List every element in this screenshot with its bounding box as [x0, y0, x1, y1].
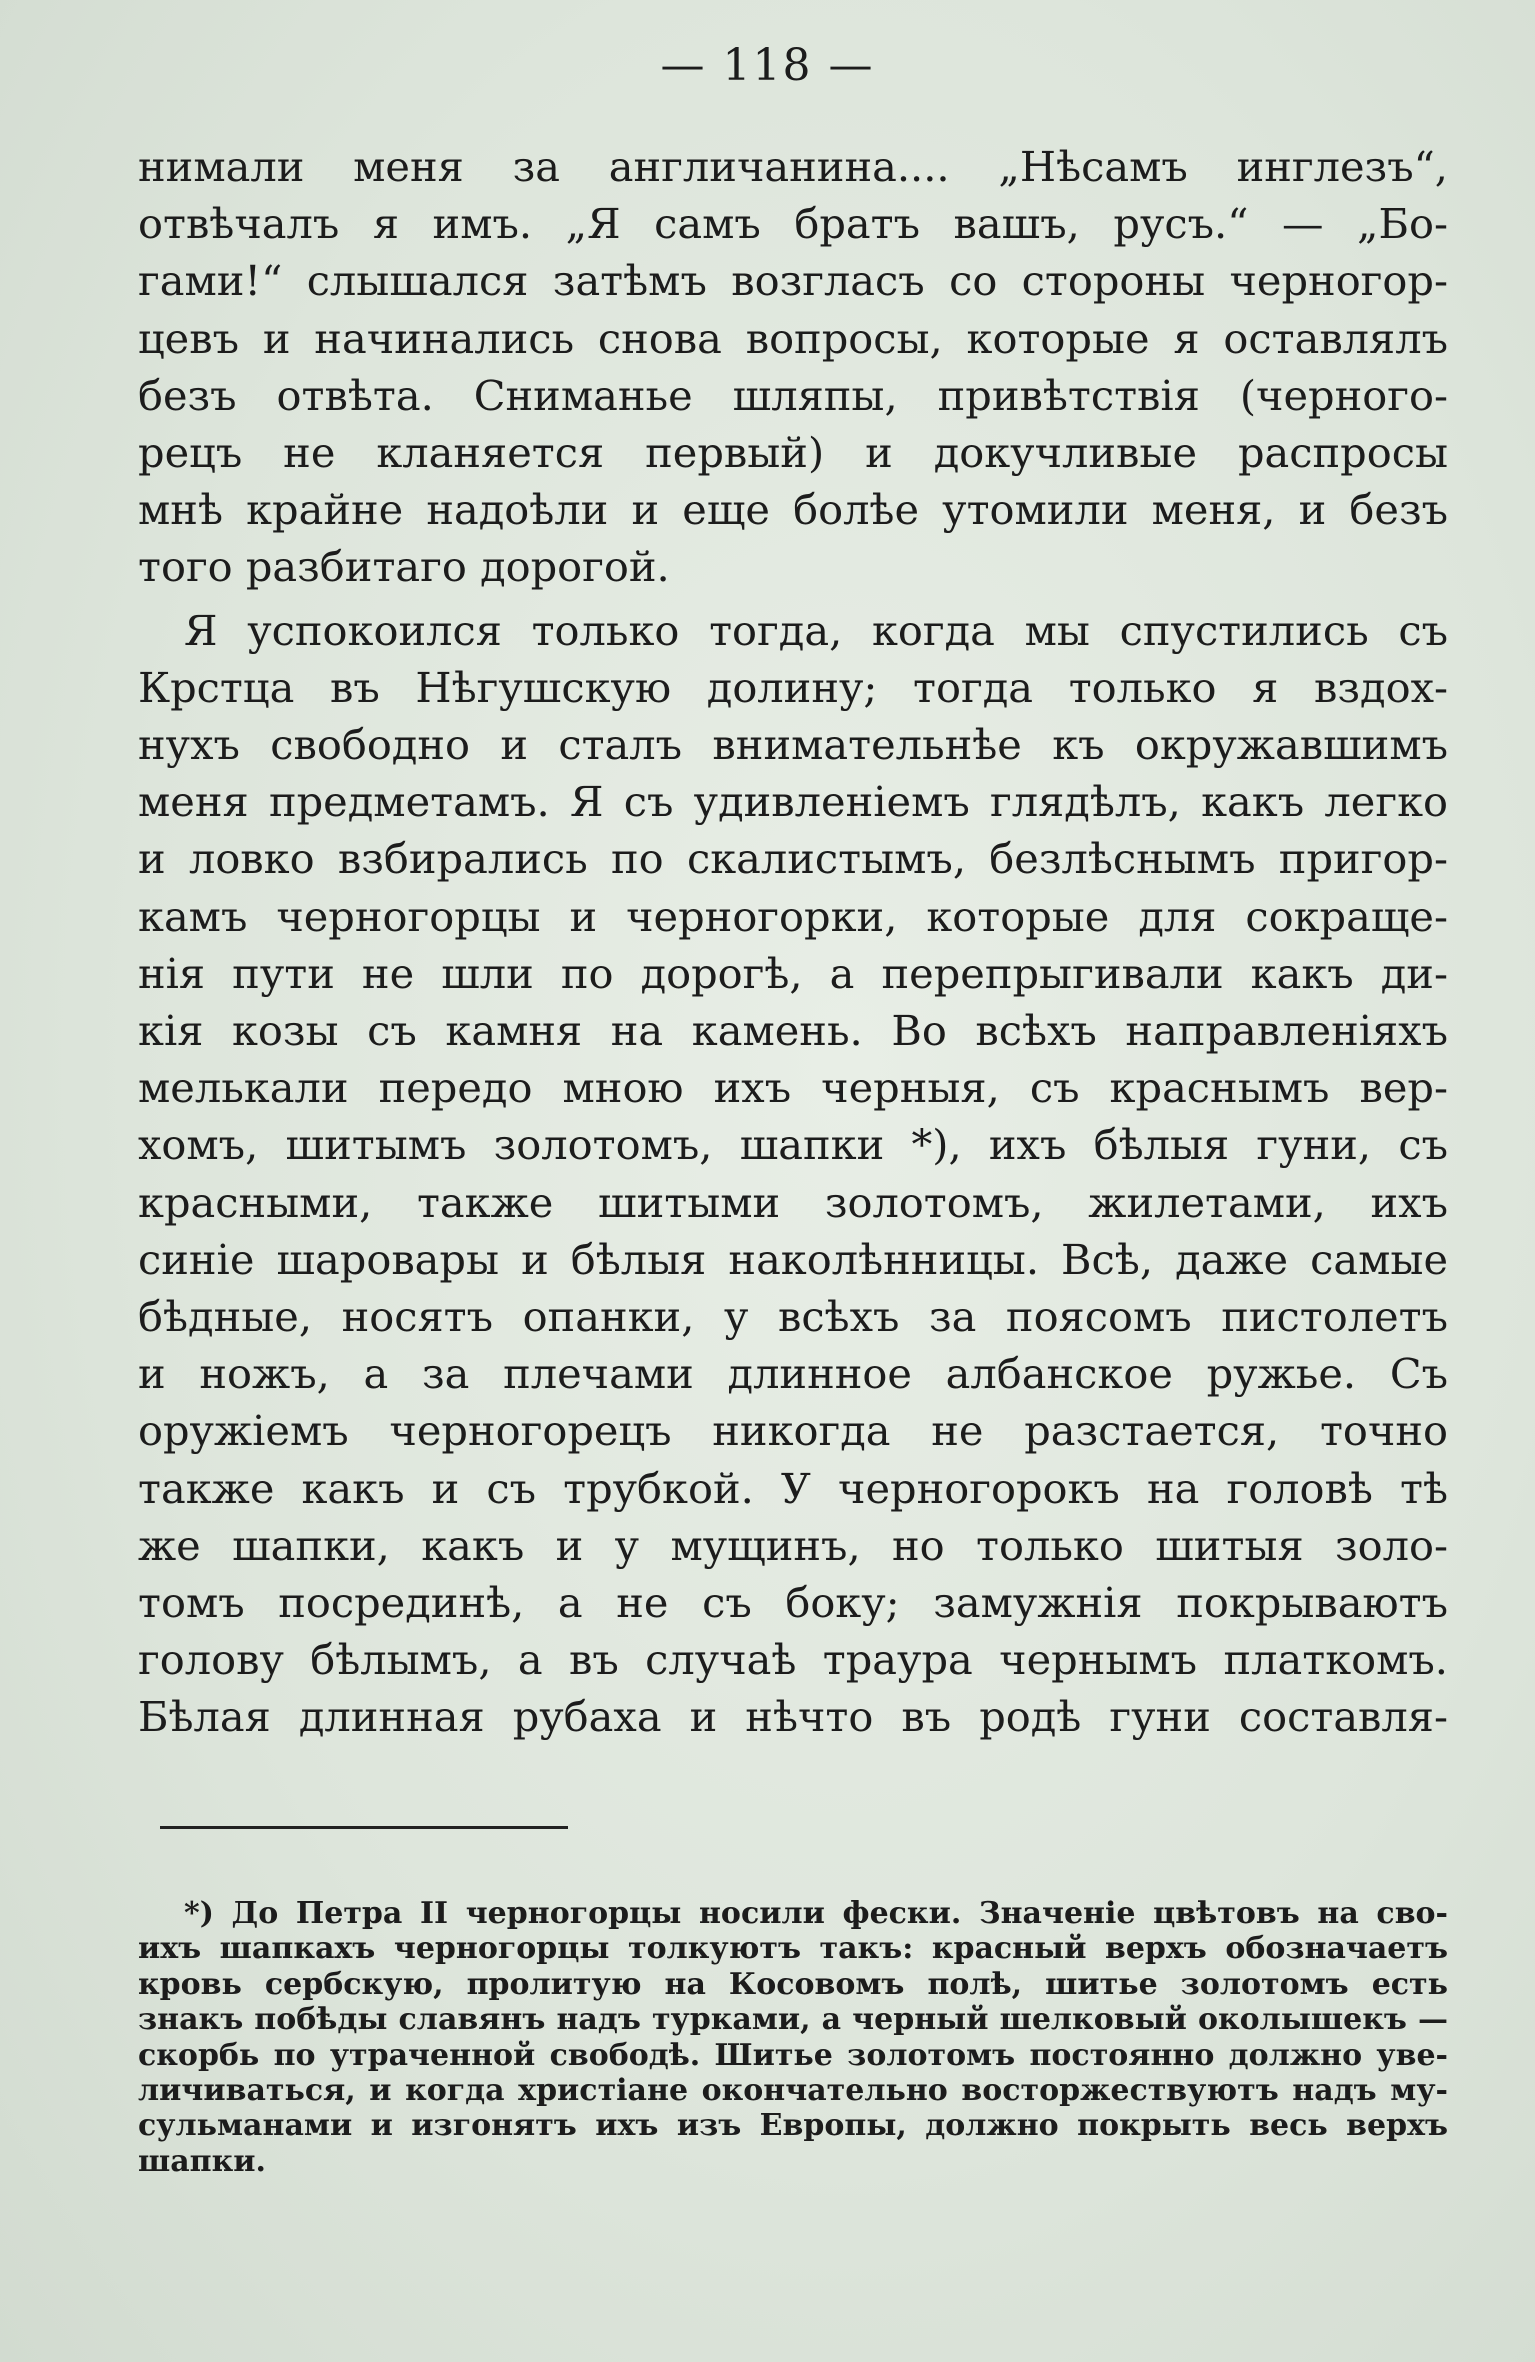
text-line: же шапки, какъ и у мущинъ, но только шитыя золо-: [138, 1520, 1448, 1570]
text-line: кія козы съ камня на камень. Во всѣхъ направленіяхъ: [138, 1006, 1448, 1056]
footnote-line: знакъ побѣды славянъ надъ турками, а черный шелковый околышекъ —: [138, 2002, 1448, 2038]
text-line: камъ черногорцы и черногорки, которые для сокраще-: [138, 891, 1448, 941]
paragraph-1: [138, 138, 1448, 596]
text-line: бѣдные, носятъ опанки, у всѣхъ за поясомъ пистолетъ: [138, 1292, 1448, 1342]
footnote-line: сульманами и изгонятъ ихъ изъ Европы, должно покрыть весь верхъ: [138, 2108, 1448, 2144]
text-line: и ножъ, а за плечами длинное албанское ружье. Съ: [138, 1349, 1448, 1399]
footnote: [138, 1896, 1448, 2179]
footnote-line: кровь сербскую, пролитую на Косовомъ полѣ, шитье золотомъ есть: [138, 1966, 1448, 2002]
body-text: [138, 138, 1448, 1746]
text-line: томъ посрединѣ, а не съ боку; замужнія покрываютъ: [138, 1578, 1448, 1628]
text-line: отвѣчалъ я имъ. „Я самъ братъ вашъ, русъ.“ — „Бо-: [138, 199, 1448, 249]
text-line: нимали меня за англичанина.... „Нѣсамъ инглезъ“,: [138, 142, 1448, 191]
footnote-line: шапки.: [138, 2143, 266, 2179]
text-line: мнѣ крайне надоѣли и еще болѣе утомили меня, и безъ: [138, 485, 1448, 535]
text-line: также какъ и съ трубкой. У черногорокъ на головѣ тѣ: [138, 1463, 1448, 1513]
text-line: Бѣлая длинная рубаха и нѣчто въ родѣ гуни составля-: [138, 1692, 1448, 1742]
text-line: рецъ не кланяется первый) и докучливые распросы: [138, 428, 1448, 478]
footnote-line: скорбь по утраченной свободѣ. Шитье золотомъ постоянно должно уве-: [138, 2037, 1448, 2073]
text-line: красными, также шитыми золотомъ, жилетами, ихъ: [138, 1177, 1448, 1227]
paragraph-2: [138, 602, 1448, 1746]
footnote-divider: [160, 1826, 568, 1829]
text-line: цевъ и начинались снова вопросы, которые я оставлялъ: [138, 313, 1448, 363]
text-line: оружіемъ черногорецъ никогда не разстается, точно: [138, 1406, 1448, 1456]
text-line: мелькали передо мною ихъ черныя, съ краснымъ вер-: [138, 1063, 1448, 1113]
page-number: — 118 —: [660, 40, 875, 91]
text-line: того разбитаго дорогой.: [138, 542, 670, 592]
text-line: нія пути не шли по дорогѣ, а перепрыгивали какъ ди-: [138, 948, 1448, 998]
footnote-line: *) До Петра II черногорцы носили фески. Значеніе цвѣтовъ на сво-: [184, 1896, 1448, 1931]
text-line: меня предметамъ. Я съ удивленіемъ глядѣлъ, какъ легко: [138, 777, 1448, 827]
text-line: хомъ, шитымъ золотомъ, шапки *), ихъ бѣлыя гуни, съ: [138, 1120, 1448, 1170]
text-line: Я успокоился только тогда, когда мы спустились съ: [184, 605, 1448, 655]
text-line: безъ отвѣта. Сниманье шляпы, привѣтствія (черного-: [138, 370, 1448, 420]
footnote-line: ихъ шапкахъ черногорцы толкуютъ такъ: красный верхъ обозначаетъ: [138, 1931, 1448, 1967]
text-line: голову бѣлымъ, а въ случаѣ траура чернымъ платкомъ.: [138, 1635, 1448, 1685]
text-line: и ловко взбирались по скалистымъ, безлѣснымъ пригор-: [138, 834, 1448, 884]
text-line: нухъ свободно и сталъ внимательнѣе къ окружавшимъ: [138, 720, 1448, 770]
text-line: синіе шаровары и бѣлыя наколѣнницы. Всѣ, даже самые: [138, 1234, 1448, 1284]
text-line: Крстца въ Нѣгушскую долину; тогда только я вздох-: [138, 662, 1448, 712]
text-line: гами!“ слышался затѣмъ возгласъ со стороны черногор-: [138, 256, 1448, 306]
footnote-line: личиваться, и когда христіане окончательно восторжествуютъ надъ му-: [138, 2073, 1448, 2109]
